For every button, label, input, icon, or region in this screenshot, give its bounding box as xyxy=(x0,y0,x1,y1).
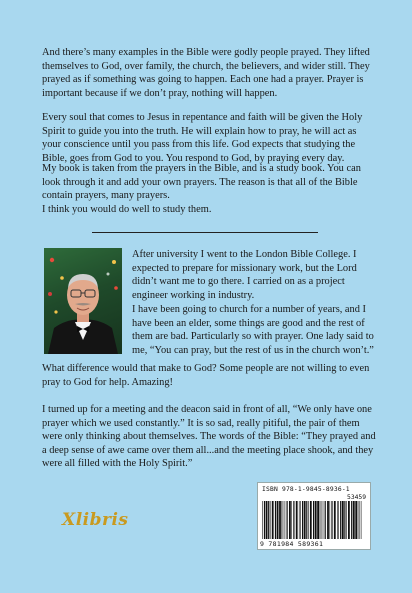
barcode-bar xyxy=(308,501,309,539)
barcode-bar xyxy=(346,501,347,539)
barcode-bar xyxy=(337,501,338,539)
author-portrait-image xyxy=(44,248,122,354)
barcode-bar xyxy=(361,501,362,539)
barcode-bar xyxy=(320,501,321,539)
body-paragraph-1: And there’s many examples in the Bible were godly people prayed. They lifted themselves to God, over family, the church, the believers, and wider still. They prayed as if something was going to happen. Each one had a prayer. Prayer is important because if we don’t pray, nothing will happen. xyxy=(42,47,370,99)
price-code: 53459 xyxy=(347,494,366,501)
author-photo xyxy=(44,248,122,354)
barcode-bar xyxy=(289,501,291,539)
barcode-bar xyxy=(277,501,279,539)
barcode-bar xyxy=(338,501,339,539)
barcode-bar xyxy=(359,501,360,539)
barcode-bar xyxy=(300,501,301,539)
barcode-bar xyxy=(358,501,359,539)
barcode-bar xyxy=(299,501,300,539)
body-paragraph-2: Every soul that comes to Jesus in repentance and faith will be given the Holy Spirit to guide you into the truth. He will explain how to pray, he will act as your conscience until you pass from this life. God expects that studying the Bible, goes from God to you. You respond to God, by praying every day. xyxy=(42,112,363,164)
barcode-bar xyxy=(348,501,350,539)
barcode-bar xyxy=(285,501,286,539)
barcode-bar xyxy=(340,501,341,539)
barcode-bar xyxy=(344,501,345,539)
barcode-bar xyxy=(283,501,284,539)
barcode-bar xyxy=(317,501,319,539)
isbn-barcode xyxy=(257,482,371,550)
body-paragraph-8: I turned up for a meeting and the deacon said in front of all, “We only have one prayer which we used constantly.” It is so sad, really pitiful, the pair of them were only thinking about themselves. The words of the Bible: “They prayed and a deep sense of awe came over them all...and the meeting place shook, and they were all filled with the Holy Spirit.” xyxy=(42,404,376,470)
barcode-bar xyxy=(327,501,329,539)
barcode-bar xyxy=(268,501,269,539)
barcode-bar xyxy=(272,501,274,539)
section-divider xyxy=(92,232,318,233)
barcode-bar xyxy=(302,501,303,539)
barcode-bars xyxy=(262,501,366,539)
publisher-logo: Xlibris xyxy=(62,510,129,530)
barcode-bar xyxy=(304,501,306,539)
body-paragraph-5: After university I went to the London Bible College. I expected to prepare for missionary work, but the Lord didn’t want me to go there. I carried on as a project engineer working in industry. xyxy=(132,249,357,301)
body-paragraph-4: I think you would do well to study them. xyxy=(42,204,212,215)
barcode-bar xyxy=(353,501,355,539)
barcode-bar xyxy=(313,501,314,539)
barcode-bar xyxy=(323,501,324,539)
barcode-bar xyxy=(334,501,336,539)
barcode-bar xyxy=(282,501,283,539)
isbn-text: ISBN 978-1-9845-8936-1 xyxy=(262,486,350,493)
barcode-bar xyxy=(262,501,263,539)
barcode-bar xyxy=(331,501,332,539)
body-paragraph-6: I have been going to church for a number of years, and I have been an elder, some things are good and the rest of them are bad. Particularly so with prayer. One lady said to me, “You can pray, but the rest of us in the church won’t.” xyxy=(132,304,374,356)
barcode-bar xyxy=(287,501,288,539)
barcode-bar xyxy=(275,501,276,539)
barcode-bar xyxy=(270,501,271,539)
barcode-bar xyxy=(306,501,307,539)
body-paragraph-7: What difference would that make to God? Some people are not willing to even pray to God for help. Amazing! xyxy=(42,363,370,388)
barcode-bar xyxy=(355,501,357,539)
barcode-digits: 9 781984 589361 xyxy=(260,540,324,548)
barcode-bar xyxy=(351,501,352,539)
barcode-bar xyxy=(325,501,326,539)
barcode-bar xyxy=(291,501,292,539)
barcode-bar xyxy=(330,501,331,539)
barcode-bar xyxy=(264,501,265,539)
barcode-bar xyxy=(293,501,294,539)
barcode-bar xyxy=(315,501,317,539)
barcode-bar xyxy=(266,501,268,539)
barcode-bar xyxy=(342,501,344,539)
barcode-bar xyxy=(321,501,322,539)
body-paragraph-3: My book is taken from the prayers in the Bible, and is a study book. You can look through it and add your own prayers. The reason is that all of the Bible contain prayers, many prayers. xyxy=(42,163,361,202)
barcode-bar xyxy=(279,501,281,539)
barcode-bar xyxy=(310,501,312,539)
barcode-bar xyxy=(296,501,298,539)
